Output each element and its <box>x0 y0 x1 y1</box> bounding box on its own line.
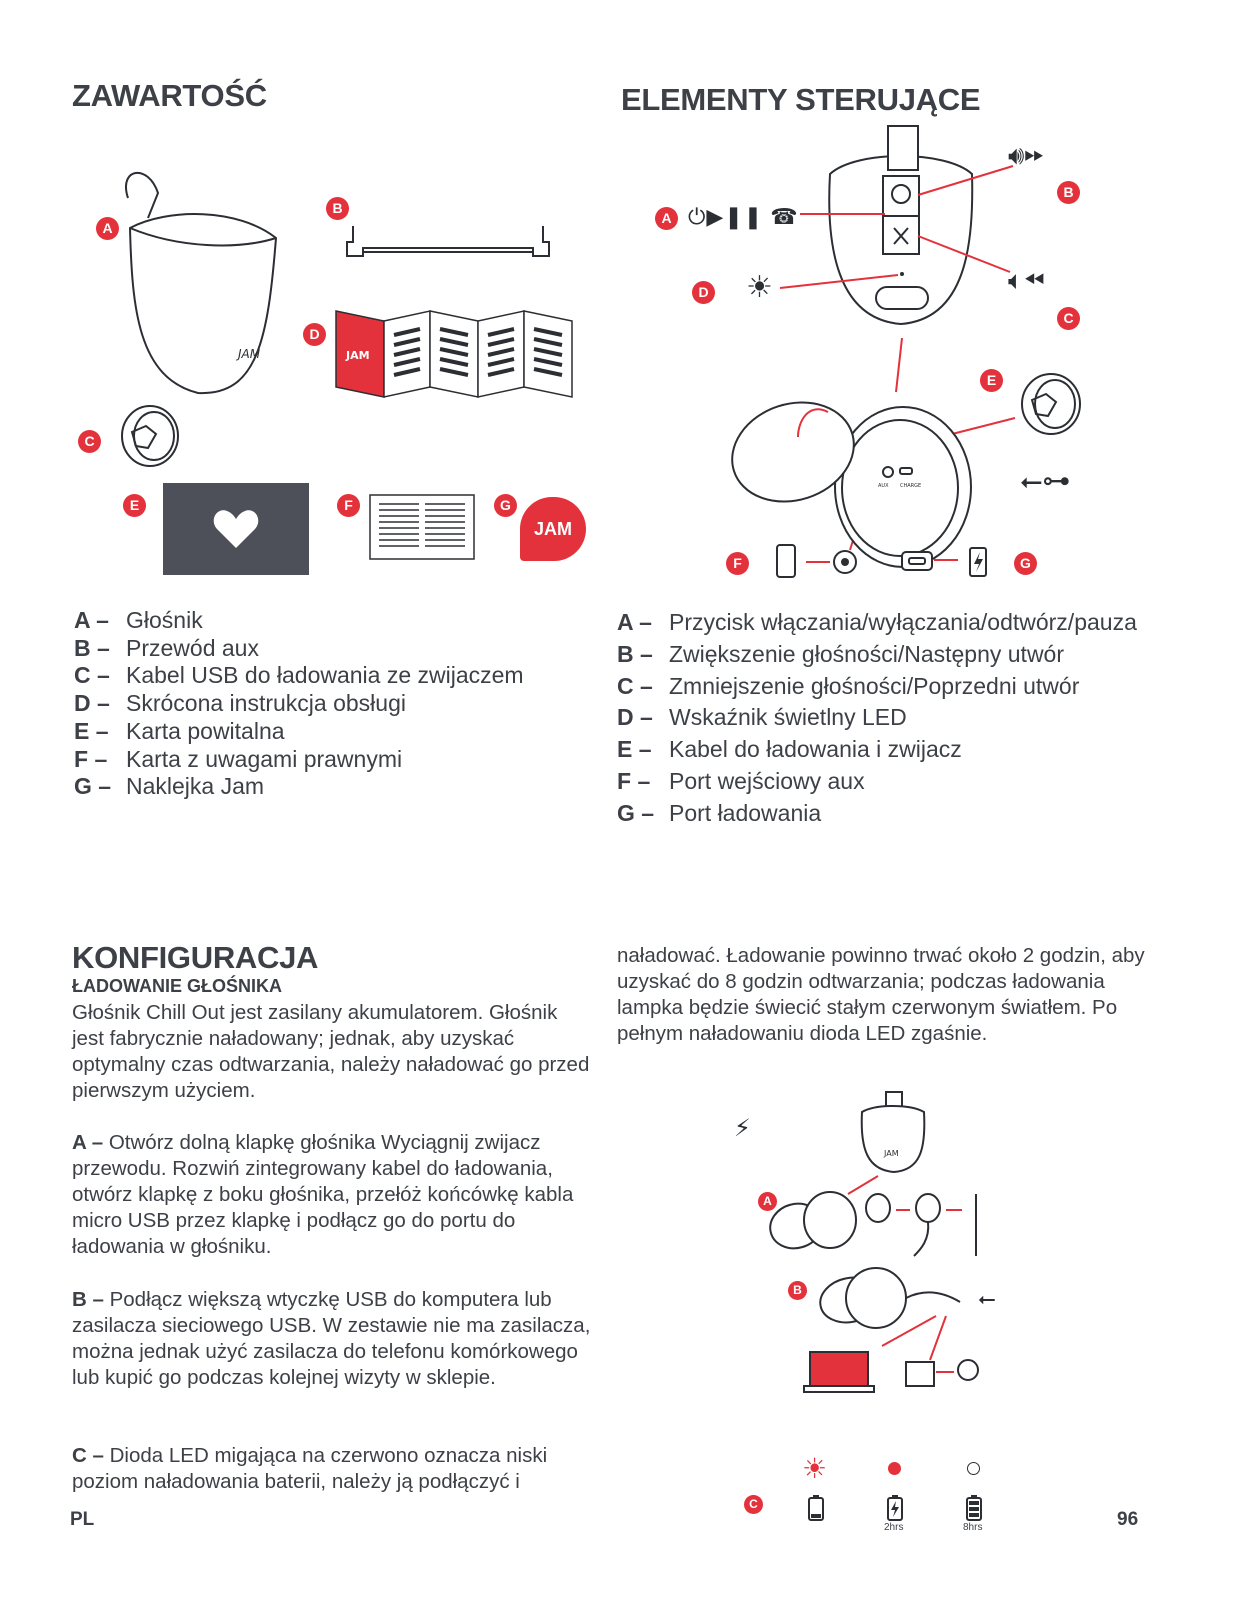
setup-badge-b: B <box>788 1281 807 1300</box>
setup-title: KONFIGURACJA <box>72 940 319 975</box>
contents-title: ZAWARTOŚĆ <box>72 78 267 113</box>
volume-down-prev-icon: 🔈︎⏪︎ <box>1008 265 1045 295</box>
led-blink-icon: ☀ <box>802 1453 828 1484</box>
list-item: A – Głośnik <box>74 607 203 633</box>
list-item: E – Kabel do ładowania i zwijacz <box>617 736 962 763</box>
list-item: F – Karta z uwagami prawnymi <box>74 745 403 772</box>
setup-step-c: C – Dioda LED migająca na czerwono oznacza niski poziom naładowania baterii, należy ją podłączyć i <box>72 1444 548 1493</box>
controls-badge-d: D <box>692 281 715 304</box>
led-solid-icon <box>888 1462 901 1475</box>
list-item: F – Port wejściowy aux <box>617 767 865 794</box>
contents-list <box>74 607 524 801</box>
battery-charging-icon <box>887 1495 903 1521</box>
controls-badge-a: A <box>655 207 678 230</box>
controls-title: ELEMENTY STERUJĄCE <box>621 82 981 117</box>
setup-intro: Głośnik Chill Out jest zasilany akumulatorem. Głośnik jest fabrycznie naładowany; jednak, aby uzyskać optymalny czas odtwarzania, należy naładować go przed pierwszym użyciem. <box>72 1001 590 1102</box>
list-item: B – Zwiększenie głośności/Następny utwór <box>617 640 1065 667</box>
svg-text:JAM: JAM <box>884 1149 899 1158</box>
list-item: E – Karta powitalna <box>74 717 285 744</box>
footer-language: PL <box>70 1509 95 1530</box>
jam-sticker: JAM <box>520 497 586 561</box>
setup-badge-a: A <box>758 1192 777 1211</box>
setup-continued: naładować. Ładowanie powinno trwać około 2 godzin, aby uzyskać do 8 godzin odtwarzania; podczas ładowania lampka będzie świecić stałym czerwonym światłem. Po pełnym naładowaniu dioda LED zgaśnie. <box>617 944 1145 1045</box>
svg-text:JAM: JAM <box>346 349 370 362</box>
usb-icon: ⭠⊶ <box>1020 465 1071 496</box>
list-item: C – Kabel USB do ładowania ze zwijaczem <box>74 662 524 689</box>
setup-badge-c: C <box>744 1495 763 1514</box>
list-item: C – Zmniejszenie głośności/Poprzedni utwór <box>617 672 1080 699</box>
time-label-8hrs: 8hrs <box>963 1522 983 1533</box>
battery-full-icon <box>966 1495 982 1521</box>
list-item: D – Skrócona instrukcja obsługi <box>74 690 406 717</box>
led-icon: ☀ <box>746 271 773 304</box>
controls-badge-b: B <box>1057 181 1080 204</box>
controls-badge-e: E <box>980 369 1003 392</box>
setup-subtitle: ŁADOWANIE GŁOŚNIKA <box>72 976 282 996</box>
charging-diagram <box>760 1090 1020 1410</box>
phone-aux-icons <box>774 543 864 579</box>
contents-badge-f: F <box>337 494 360 517</box>
contents-badge-g: G <box>494 494 517 517</box>
list-item: G – Naklejka Jam <box>74 773 265 800</box>
list-item: B – Przewód aux <box>74 634 259 661</box>
lightning-icon: ⚡︎ <box>734 1115 751 1142</box>
aux-port-label: AUX <box>878 483 889 489</box>
battery-low-icon <box>808 1495 824 1521</box>
volume-up-next-icon: 🔊︎⏩︎ <box>1008 140 1044 170</box>
controls-badge-g: G <box>1014 552 1037 575</box>
controls-pointer-lines <box>0 0 1237 600</box>
power-play-pause-icons: ⏻▶❚❚ ☎ <box>688 204 799 229</box>
page-number: 96 <box>1117 1509 1139 1530</box>
list-item: D – Wskaźnik świetlny LED <box>617 704 907 731</box>
winder-icon <box>1018 372 1084 438</box>
setup-step-b: B – Podłącz większą wtyczkę USB do komputera lub zasilacza sieciowego USB. W zestawie nie ma zasilacza, można jednak użyć zasilacza do telefonu komórkowego lub kupić go podczas kolejnej wizyty w sklepie. <box>72 1288 591 1389</box>
controls-badge-c: C <box>1057 307 1080 330</box>
controls-list <box>617 607 1137 830</box>
time-label-2hrs: 2hrs <box>884 1522 904 1533</box>
setup-step-a: A – Otwórz dolną klapkę głośnika Wyciągnij zwijacz przewodu. Rozwiń zintegrowany kabel do ładowania, otwórz klapkę z boku głośnika, przełóż końcówkę kabla micro USB przez klapkę i podłącz go do portu do ładowania w głośniku. <box>72 1131 574 1258</box>
list-item: A – Przycisk włączania/wyłączania/odtwórz/pauza <box>617 609 1137 635</box>
led-off-icon <box>967 1462 980 1475</box>
contents-badge-d: D <box>303 323 326 346</box>
contents-badge-b: B <box>326 197 349 220</box>
list-item: G – Port ładowania <box>617 799 822 826</box>
charge-port-label: CHARGE <box>900 483 922 489</box>
usb-plug-icon: ⭠ <box>978 1286 996 1311</box>
contents-badge-c: C <box>78 430 101 453</box>
contents-badge-a: A <box>96 217 119 240</box>
controls-badge-f: F <box>726 552 749 575</box>
contents-badge-e: E <box>123 494 146 517</box>
charge-port-battery-icons <box>900 544 996 578</box>
svg-text:JAM: JAM <box>238 347 261 361</box>
